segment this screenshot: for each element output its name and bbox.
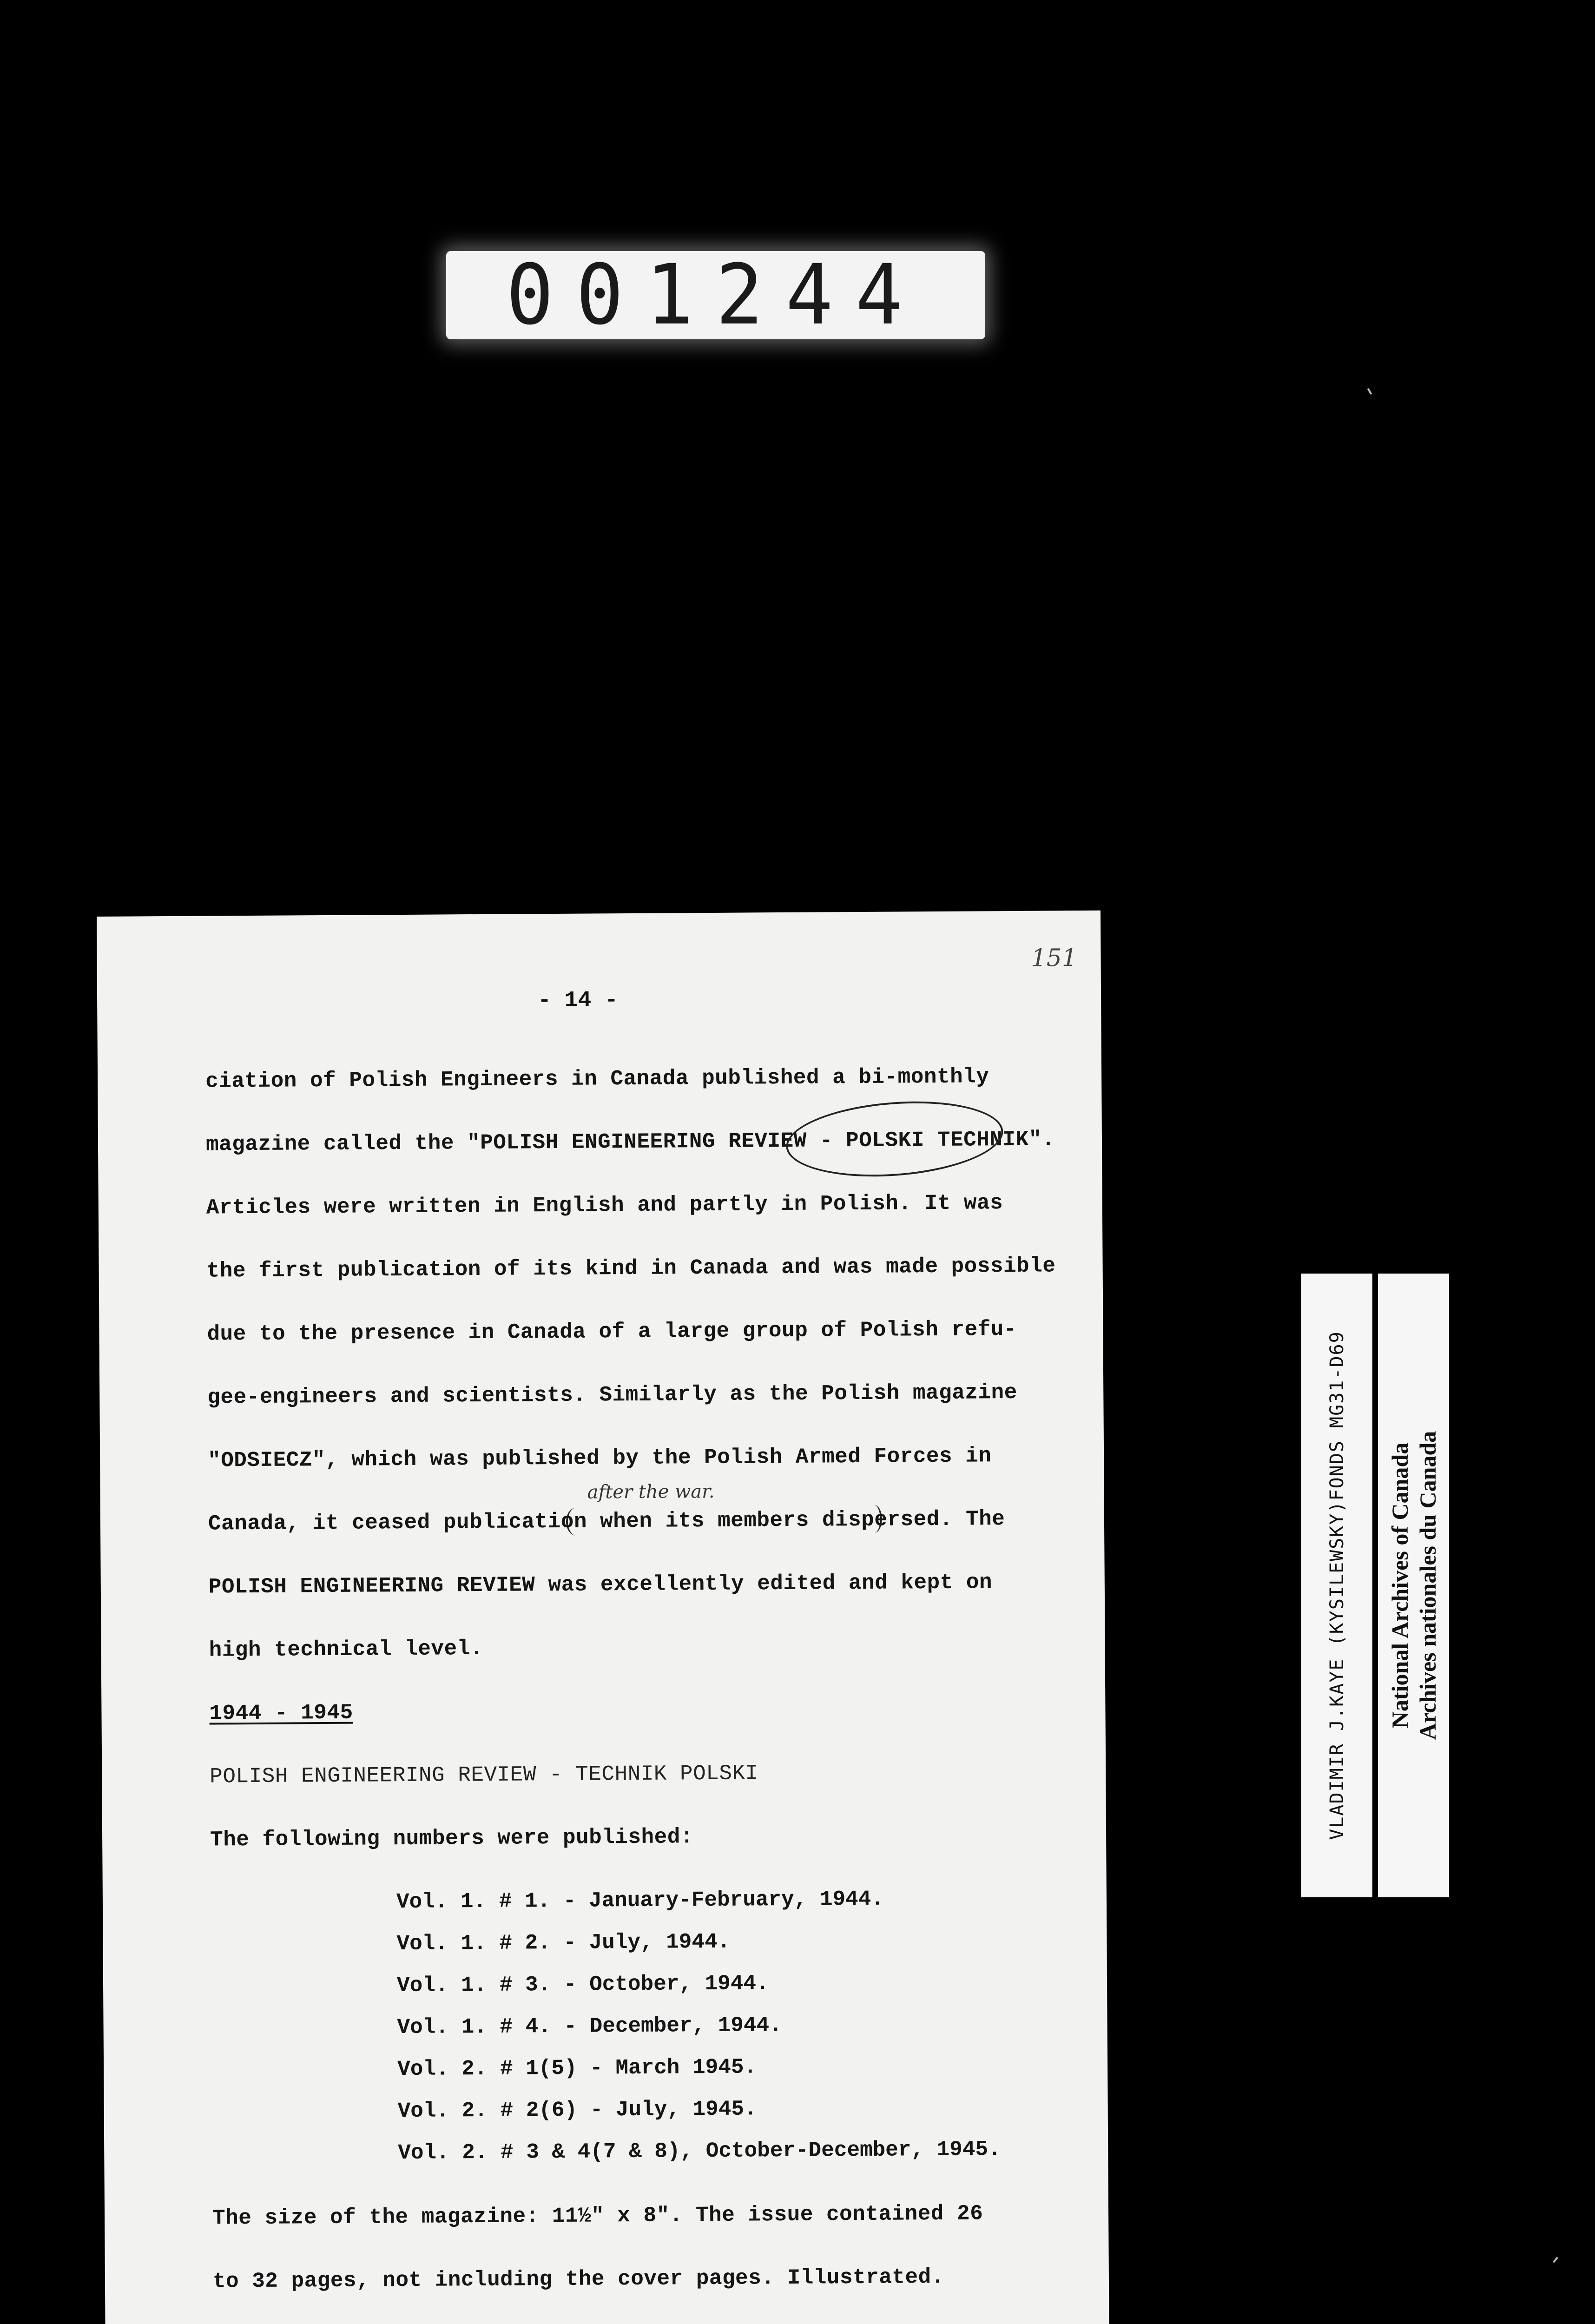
closing-line: to 32 pages, not including the cover pages. Illustrated. <box>212 2265 944 2294</box>
paragraph-line: due to the presence in Canada of a large group of Polish refu- <box>207 1317 1017 1347</box>
stray-mark <box>1367 388 1372 395</box>
magazine-title: POLISH ENGINEERING REVIEW - TECHNIK POLSKI <box>210 1761 758 1789</box>
archive-name-fr: Archives nationales du Canada <box>1414 1431 1441 1740</box>
archive-name-en: National Archives of Canada <box>1386 1442 1413 1729</box>
fonds-text: VLADIMIR J.KAYE (KYSILEWSKY)FONDS MG31-D69 <box>1326 1331 1348 1840</box>
handwritten-circle <box>784 1094 1006 1184</box>
document-page <box>97 911 1111 2324</box>
volume-entry: Vol. 1. # 4. - December, 1944. <box>397 2013 782 2040</box>
margin-note: 151 <box>1031 944 1078 972</box>
paragraph-line: POLISH ENGINEERING REVIEW was excellently edited and kept on <box>208 1570 993 1599</box>
frame-counter <box>446 247 985 343</box>
paragraph-line: magazine called the "POLISH ENGINEERING REVIEW - POLSKI TECHNIK". <box>205 1127 1055 1157</box>
archive-strip <box>1378 1274 1449 1897</box>
paragraph-line: Canada, it ceased publication when its members dispersed. The <box>208 1507 1005 1536</box>
volume-entry: Vol. 2. # 3 & 4(7 & 8), October-December, 1945. <box>398 2137 1001 2166</box>
closing-line: The size of the magazine: 11½" x 8". The issue contained 26 <box>212 2201 983 2231</box>
paragraph-line: Articles were written in English and partly in Polish. It was <box>206 1191 1003 1220</box>
archive-label <box>1301 1274 1449 1897</box>
volume-entry: Vol. 2. # 2(6) - July, 1945. <box>397 2097 757 2124</box>
paragraph-line: ciation of Polish Engineers in Canada published a bi-monthly <box>205 1064 989 1094</box>
volume-entry: Vol. 1. # 1. - January-February, 1944. <box>396 1887 884 1915</box>
paragraph-line: the first publication of its kind in Canada and was made possible <box>206 1254 1056 1283</box>
archive-name <box>1386 1431 1442 1740</box>
handwritten-insert: after the war. <box>587 1480 715 1503</box>
page-number: - 14 - <box>537 988 619 1014</box>
paragraph-line: high technical level. <box>209 1636 483 1663</box>
paragraph-line: gee-engineers and scientists. Similarly as the Polish magazine <box>207 1380 1017 1410</box>
section-heading: 1944 - 1945 <box>209 1700 353 1726</box>
volume-entry: Vol. 1. # 3. - October, 1944. <box>396 1971 769 1998</box>
fonds-strip <box>1301 1274 1372 1897</box>
volume-entry: Vol. 1. # 2. - July, 1944. <box>396 1929 731 1956</box>
frame-number: 001244 <box>506 247 926 343</box>
volume-entry: Vol. 2. # 1(5) - March 1945. <box>397 2055 757 2082</box>
stray-mark <box>1553 2257 1558 2263</box>
paragraph-line: "ODSIECZ", which was published by the Polish Armed Forces in <box>207 1444 992 1473</box>
intro-line: The following numbers were published: <box>210 1825 694 1852</box>
